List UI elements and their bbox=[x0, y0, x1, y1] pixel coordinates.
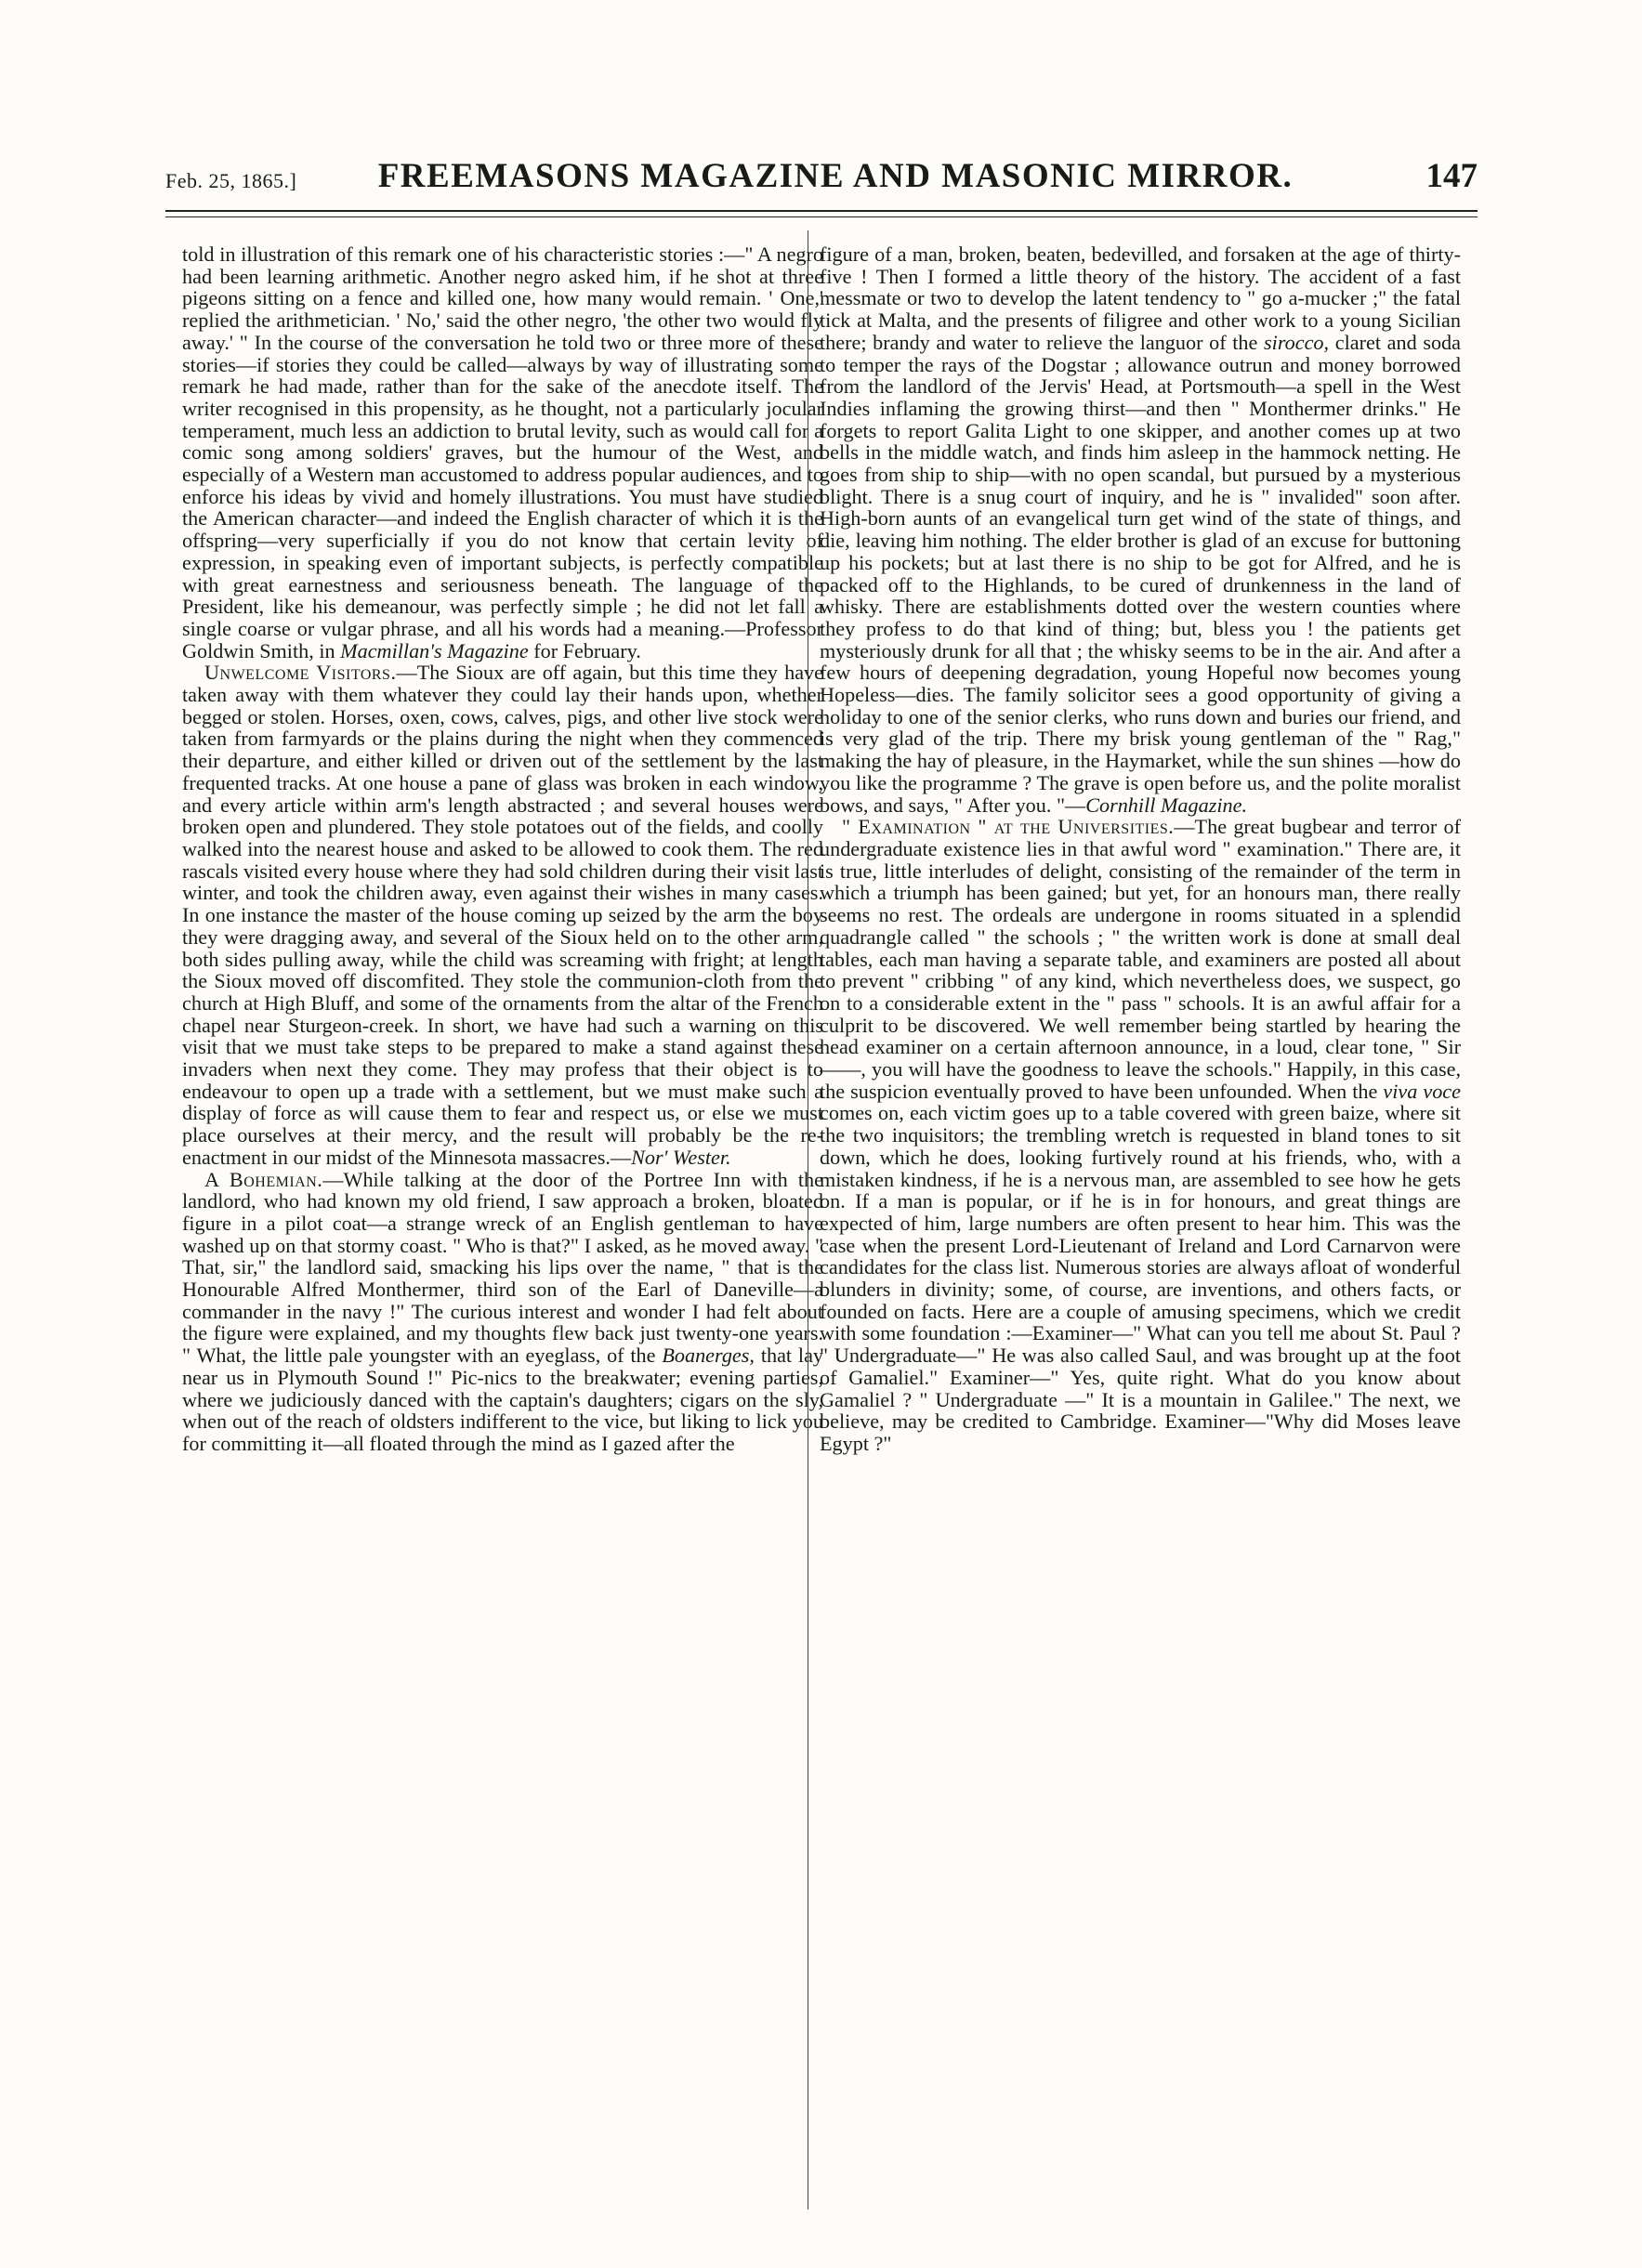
bohemian-ship-name: Boanerges, bbox=[662, 1344, 755, 1368]
issue-date: Feb. 25, 1865.] bbox=[165, 169, 297, 192]
page-header bbox=[165, 156, 1478, 193]
unwelcome-visitors-text: —The Sioux are off again, but this time they have taken away with them whatever they could lay their hands upon, whether begged or stolen. Horses, oxen, cows, calves, pigs, and other live stock were taken from farmyards or the plains during the night when they commenced their departure, and either killed or driven out of the settlement by the last frequented tracks. At one house a pane of glass was broken in each window, and every article within arm's length abstracted ; and several houses were broken open and plundered. They stole potatoes out of the fields, and coolly walked into the nearest house and asked to be allowed to cook them. The red rascals visited every house where they had sold children during their visit last winter, and took the children away, even against their wishes in many cases. In one instance the master of the house coming up seized by the arm the boy they were dragging away, and several of the Sioux held on to the other arm, both sides pulling away, while the child was screaming with fright; at length the Sioux moved off discomfited. They stole the communion-cloth from the church at High Bluff, and some of the ornaments from the altar of the French chapel near Sturgeon-creek. In short, we have had such a warning on this visit that we must take steps to be prepared to make a stand against these invaders when next they come. They may profess that their object is to endeavour to open up a trade with a settlement, but we must make such a display of force as will cause them to fear and respect us, or else we must place ourselves at their mercy, and the result will probably be the re-enactment in our midst of the Minnesota massacres.— bbox=[182, 661, 823, 1169]
lincoln-anecdote-text: told in illustration of this remark one of his characteristic stories :—" A negro had been learning arithmetic. Another negro asked him, if he shot at three pigeons sitting on a fence and killed one, how many would remain. ' One,' replied the arithmetician. ' No,' said the other negro, 'the other two would fly away.' " In the course of the conversation he told two or three more of these stories—if stories they could be called—always by way of illustrating some remark he had made, rather than for the sake of the anecdote itself. The writer recognised in this propensity, as he thought, not a particularly jocular temperament, much less an addiction to brutal levity, such as would call for a comic song among soldiers' graves, but the humour of the West, and especially of a Western man accustomed to address popular audiences, and to enforce his ideas by vivid and homely illustrations. You must have studied the American character—and indeed the English character of which it is the offspring—very superficially if you do not know that certain levity of expression, in speaking even of important subjects, is perfectly compatible with great earnestness and seriousness beneath. The language of the President, like his demeanour, was perfectly simple ; he did not let fall a single coarse or vulgar phrase, and all his words had a meaning.—Professor Goldwin Smith, in bbox=[182, 243, 823, 662]
unwelcome-visitors-source: Nor' Wester. bbox=[631, 1145, 731, 1169]
lincoln-anecdote-paragraph bbox=[182, 243, 823, 662]
right-column bbox=[820, 243, 1461, 2213]
bohemian-heading: A Bohemian. bbox=[204, 1167, 323, 1191]
bohemian-paragraph bbox=[182, 1169, 823, 1455]
bohemian-cont-b: claret and soda to temper the rays of the Dogstar ; allowance outrun and money borrowed from the landlord of the Jervis' Head, at Portsmouth—a spell in the West Indies inflaming the growing thirst—and then " Monthermer drinks." He forgets to report Galita Light to one skipper, and another comes up at two bells in the middle watch, and finds him asleep in the hammock netting. He goes from ship to ship—with no open scandal, but pursued by a mysterious blight. There is a snug court of inquiry, and he is " invalided" soon after. High-born aunts of an evangelical turn get wind of the state of things, and die, leaving him nothing. The elder brother is glad of an excuse for buttoning up his pockets; but at last there is no ship to be got for Alfred, and he is packed off to the Highlands, to be cured of drunkenness in the land of whisky. There are establishments dotted over the western counties where they profess to do that kind of thing; but, bless you ! the patients get mysteriously drunk for all that ; the whisky seems to be in the air. And after a few hours of deepening degradation, young Hopeful now becomes young Hopeless—dies. The family solicitor sees a good opportunity of giving a holiday to one of the senior clerks, who runs down and buries our friend, and is very glad of the trip. There my brisk young gentleman of the " Rag," making the hay of pleasure, in the Haymarket, while the sun shines —how do you like the programme ? The grave is open before us, and the polite moralist bows, and says, " After you. "— bbox=[820, 330, 1461, 817]
bohemian-continuation-paragraph bbox=[820, 243, 1461, 816]
lincoln-anecdote-source: Macmillan's Magazine bbox=[340, 638, 529, 662]
examination-heading: " Examination " at the Universities. bbox=[842, 815, 1175, 839]
masthead-title: FREEMASONS MAGAZINE AND MASONIC MIRROR. bbox=[377, 157, 1294, 195]
header-rule-thick bbox=[165, 210, 1478, 212]
examination-paragraph bbox=[820, 816, 1461, 1454]
page-number: 147 bbox=[1425, 157, 1478, 195]
examination-text-b: comes on, each victim goes up to a table covered with green baize, where sit the two inquisitors; the trembling wretch is requested in bland tones to sit down, which he does, looking furtively round at his friends, who, with a mistaken kindness, if he is a nervous man, are assembled to see how he gets on. If a man is popular, or if he is in for honours, and great things are expected of him, large numbers are often present to hear him. This was the case when the present Lord-Lieutenant of Ireland and Lord Carnarvon were candidates for the class list. Numerous stories are always afloat of wonderful blunders in divinity; some, of course, are inventions, and others facts, or founded on facts. Here are a couple of amusing specimens, which we credit with some foundation :—Examiner—" What can you tell me about St. Paul ? " Undergraduate—" He was also called Saul, and was brought up at the foot of Gamaliel." Examiner—" Yes, quite right. What do you know about Gamaliel ? " Undergraduate —" It is a mountain in Galilee." The next, we believe, may be credited to Cambridge. Examiner—"Why did Moses leave Egypt ?" bbox=[820, 1101, 1461, 1455]
bohemian-text-b: that lay near us in Plymouth Sound !" Pic-nics to the breakwater; evening parties, where we judiciously danced with the captain's daughters; cigars on the sly, when out of the reach of oldsters indifferent to the vice, but liking to lick you for committing it—all floated through the mind as I gazed after the bbox=[182, 1344, 823, 1455]
bohemian-text: —While talking at the door of the Portree Inn with the landlord, who had known my old friend, I saw approach a broken, bloated figure in a pilot coat—a strange wreck of an English gentleman to have washed up on that stormy coast. " Who is that?" I asked, as he moved away. " That, sir," the landlord said, smacking his lips over the name, " that is the Honourable Alfred Monthermer, third son of the Earl of Daneville—a commander in the navy !" The curious interest and wonder I had felt about the figure were explained, and my thoughts flew back just twenty-one years. " What, the little pale youngster with an eyeglass, of the bbox=[182, 1167, 823, 1368]
bohemian-cont-a: figure of a man, broken, beaten, bedevilled, and forsaken at the age of thirty-five ! Then I formed a little theory of the history. The accident of a fast messmate or two to develop the latent tendency to " go a-mucker ;" the fatal tick at Malta, and the presents of filigree and other work to a young Sicilian there; brandy and water to relieve the languor of the bbox=[820, 243, 1461, 354]
unwelcome-visitors-paragraph bbox=[182, 662, 823, 1168]
header-rule-thin bbox=[165, 216, 1478, 217]
lincoln-anecdote-end: for February. bbox=[533, 638, 641, 662]
left-column bbox=[182, 243, 823, 2213]
examination-viva-voce: viva voce bbox=[1383, 1079, 1461, 1103]
examination-text: —The great bugbear and terror of undergraduate existence lies in that awful word " examination." There are, it is true, little interludes of delight, consisting of the remainder of the term in which a triumph has been gained; but yet, for an honours man, there really seems no rest. The ordeals are undergone in rooms situated in a splendid quadrangle called " the schools ; " the written work is done at small deal tables, each man having a separate table, and examiners are posted all about to prevent " cribbing " of any kind, which nevertheless does, we suspect, go on to a considerable extent in the " pass " schools. It is an awful affair for a culprit to be discovered. We well remember being startled by hearing the head examiner on a certain afternoon announce, in a loud, clear tone, " Sir ——, you will have the goodness to leave the schools." Happily, in this case, the suspicion eventually proved to have been unfounded. When the bbox=[820, 815, 1461, 1103]
unwelcome-visitors-heading: Unwelcome Visitors. bbox=[204, 661, 397, 685]
bohemian-sirocco: sirocco, bbox=[1264, 330, 1330, 354]
bohemian-source: Cornhill Magazine. bbox=[1085, 793, 1247, 817]
